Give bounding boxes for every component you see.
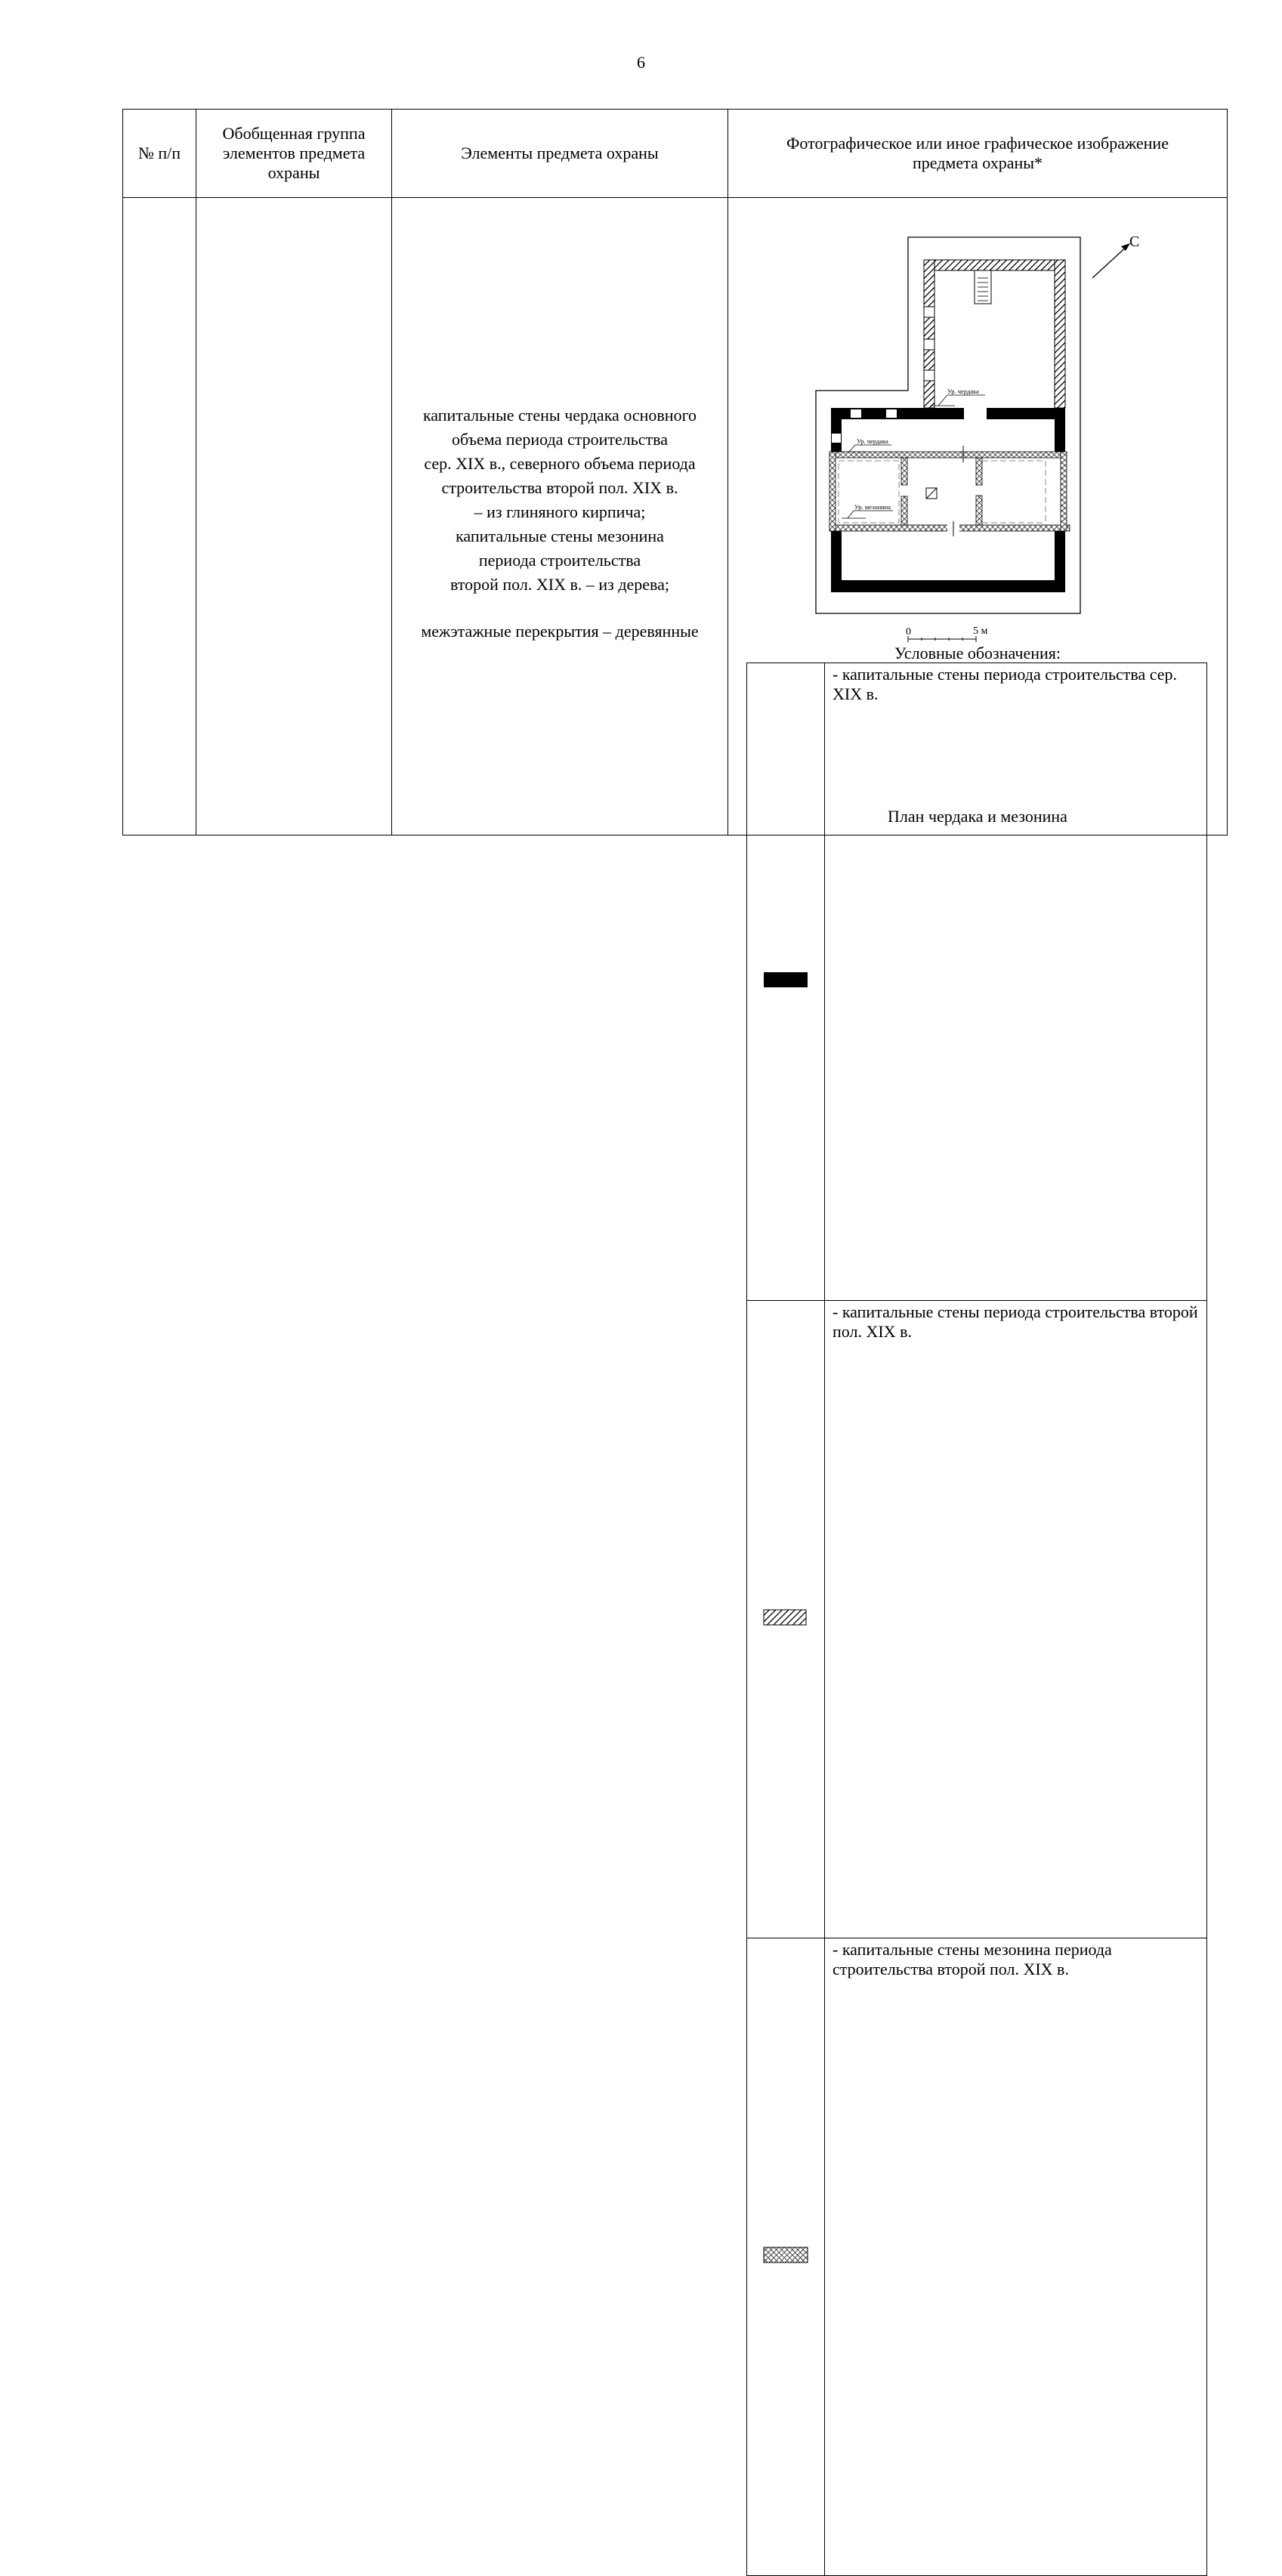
- legend-symbol-hatch: [747, 1301, 825, 1938]
- elements-line: капитальные стены чердака основного: [422, 406, 697, 425]
- stair-icon: [975, 270, 991, 304]
- level-label-attic-1: Ур. чердака: [947, 388, 979, 395]
- table-row: [123, 198, 1228, 836]
- scale-bar: [908, 636, 976, 642]
- elements-text: [392, 403, 727, 644]
- elements-line: – из глиняного кирпича;: [474, 502, 646, 521]
- header-image: [728, 110, 1228, 198]
- elements-gap: [397, 597, 723, 619]
- legend-text: - капитальные стены мезонина периода строительства второй пол. XIX в.: [825, 1938, 1207, 2576]
- legend-text: - капитальные стены периода строительства сер. XIX в.: [825, 663, 1207, 1301]
- northern-volume-walls: [924, 260, 1065, 408]
- legend-row: [747, 663, 1207, 1301]
- plan-outline: [816, 237, 1080, 613]
- legend-table: [746, 663, 1207, 2576]
- scale-start-label: 0: [906, 626, 911, 638]
- elements-line: второй пол. XIX в. – из дерева;: [449, 575, 670, 594]
- elements-line: объема периода строительства: [451, 430, 668, 449]
- cell-group: [196, 198, 392, 836]
- legend-row: [747, 1301, 1207, 1938]
- level-label-attic-2: Ур. чердака: [857, 437, 888, 445]
- table-header-row: [123, 110, 1228, 198]
- elements-line: строительства второй пол. XIX в.: [441, 478, 678, 497]
- north-arrow-icon: [1092, 243, 1130, 278]
- north-label: С: [1129, 233, 1140, 250]
- plan-caption: План чердака и мезонина: [888, 807, 1067, 826]
- hatched-wall-swatch-icon: [763, 1609, 808, 1626]
- legend-row: [747, 1938, 1207, 2576]
- header-image-text: Фотографическое или иное графическое изображение предмета охраны*: [786, 134, 1169, 172]
- cell-number: [123, 198, 196, 836]
- solid-wall-swatch-icon: [763, 971, 808, 988]
- legend-title: Условные обозначения:: [894, 644, 1061, 663]
- page-number: 6: [637, 53, 645, 72]
- scale-end-label: 5 м: [973, 625, 988, 637]
- protection-subject-table: [122, 109, 1228, 1978]
- header-number: № п/п: [123, 110, 196, 198]
- elements-line: капитальные стены мезонина: [456, 527, 664, 545]
- main-volume-walls: [831, 408, 1065, 592]
- cell-elements: [392, 198, 728, 836]
- elements-line: периода строительства: [478, 551, 641, 570]
- level-mark-attic-2: [842, 437, 891, 452]
- inner-partitions: [839, 461, 1046, 523]
- elements-line: межэтажные перекрытия – деревянные: [421, 622, 699, 641]
- level-label-mezzanine: Ур. мезонина: [854, 503, 891, 511]
- header-group-text: Обобщенная группа элементов предмета охраны: [222, 124, 366, 182]
- legend-text: - капитальные стены периода строительства второй пол. XIX в.: [825, 1301, 1207, 1938]
- header-group: [196, 110, 392, 198]
- cell-figure: [728, 198, 1228, 1978]
- level-mark-mezzanine: [842, 503, 893, 518]
- level-mark-attic-1: [931, 388, 985, 406]
- crosshatched-wall-swatch-icon: [763, 2247, 808, 2263]
- elements-line: сер. XIX в., северного объема периода: [424, 454, 696, 473]
- legend-symbol-crosshatch: [747, 1938, 825, 2576]
- header-elements: Элементы предмета охраны: [392, 110, 728, 198]
- chimney-icon: [926, 488, 937, 499]
- legend-symbol-solid: [747, 663, 825, 1301]
